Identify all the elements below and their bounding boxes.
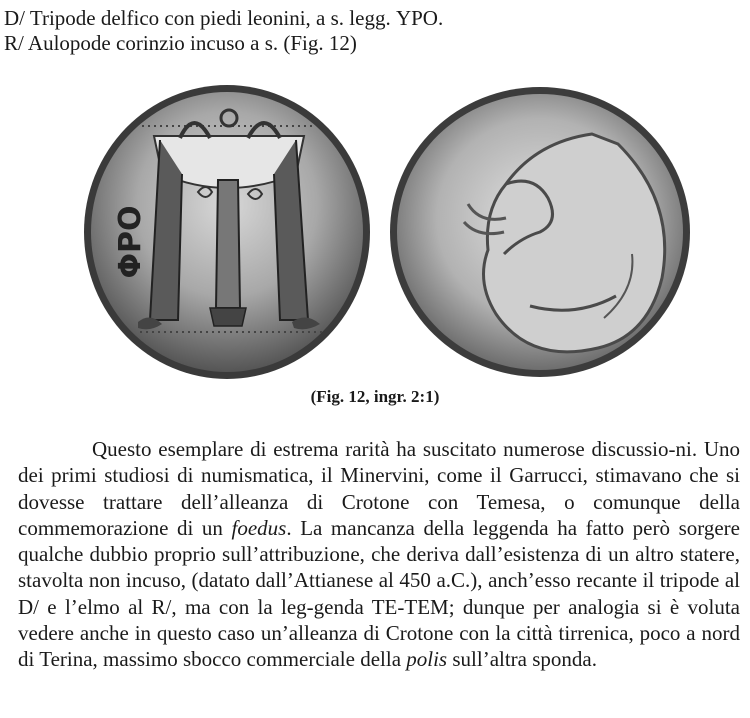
- paragraph-segment-2: . La mancanza della leggenda ha fatto però sorgere qualche dubbio proprio sull’attribuzione, che deriva dall’esistenza di un altro statere, stavolta non incuso, (datato dall’Attianese al 450 a.C.), anch’esso recante il tripode al D/ e l’elmo al R/, ma con la leg-genda TE-TEM; dunque per analogia si è voluta vedere anche in questo caso un’alleanza di Crotone con la città tirrenica, poco a nord di Terina, massimo sbocco commerciale della: [18, 515, 741, 672]
- reverse-coin-svg: [380, 82, 700, 382]
- polis-term: polis: [406, 647, 448, 672]
- obverse-coin-image: [82, 82, 372, 382]
- body-paragraph: [18, 436, 740, 673]
- paragraph-segment-1: Questo esemplare di estrema rarità ha suscitato numerose discussio-ni. Uno dei primi studiosi di numismatica, il Minervini, come il Garrucci, stimavano che si dovesse trattare dell’alleanza di Crotone con Temesa, o comunque della commemorazione di un: [18, 437, 740, 540]
- paragraph-text: [18, 436, 740, 673]
- header-line-obverse: [4, 6, 443, 30]
- header-obverse-legend: ΥΡΟ.: [395, 6, 444, 30]
- foedus-term: foedus: [231, 515, 287, 540]
- header-line-reverse: R/ Aulopode corinzio incuso a s. (Fig. 12): [4, 31, 357, 55]
- tripod-icon: [138, 110, 322, 332]
- obverse-legend-text: ΦΡΟ: [113, 205, 148, 279]
- obverse-coin-svg: [82, 82, 372, 382]
- reverse-coin-image: [380, 82, 700, 382]
- paragraph-segment-3: sull’altra sponda.: [447, 647, 597, 672]
- figure-caption: (Fig. 12, ingr. 2:1): [310, 387, 440, 406]
- header-obverse-text: D/ Tripode delfico con piedi leonini, a s. legg.: [4, 6, 396, 30]
